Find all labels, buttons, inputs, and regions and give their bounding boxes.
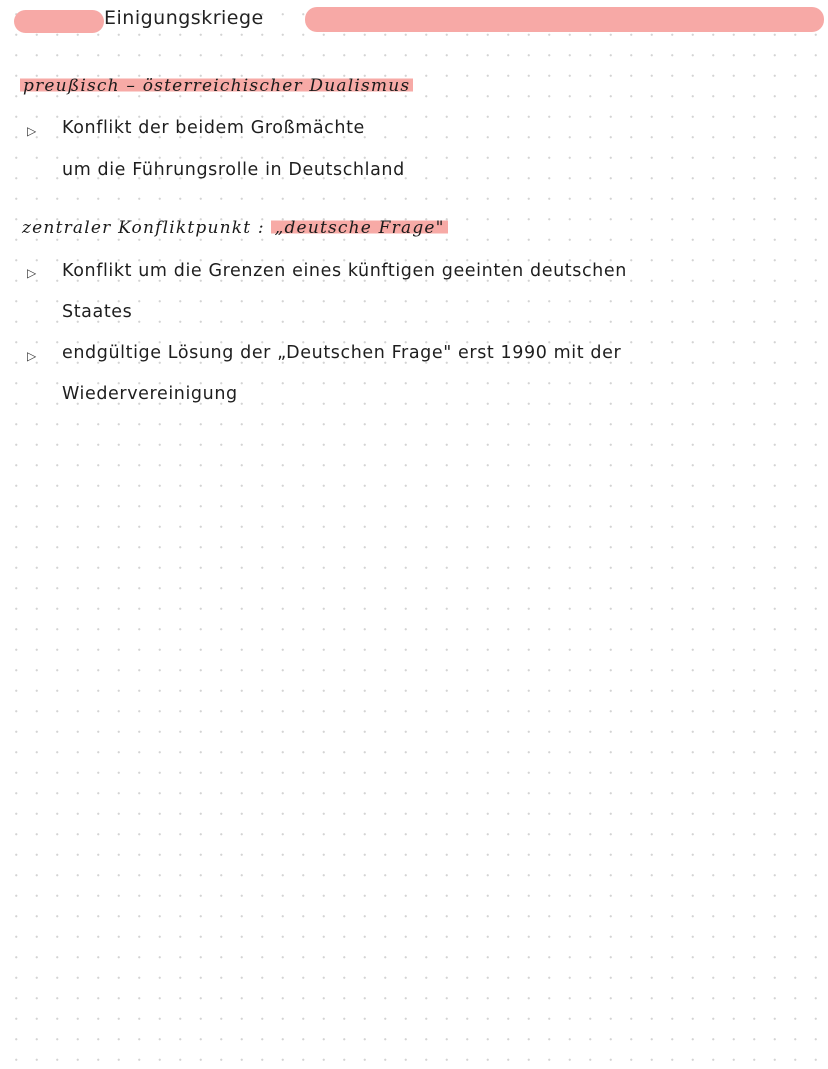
bullet-triangle-icon: ▷ [27,266,37,280]
bullet-triangle-icon: ▷ [27,124,37,138]
note-line: Wiedervereinigung [62,384,238,404]
section-heading-konfliktpunkt-highlight: „deutsche Frage" [271,218,447,238]
section-heading-konfliktpunkt-prefix: zentraler Konfliktpunkt : [22,218,265,238]
note-line: Staates [62,302,133,322]
title-highlight-right [305,7,824,32]
title-highlight-left [14,10,104,33]
note-line: Konflikt der beidem Großmächte [62,118,365,138]
note-line: Konflikt um die Grenzen eines künftigen geeinten deutschen [62,261,627,281]
section-heading-konfliktpunkt [22,218,448,238]
note-line: um die Führungsrolle in Deutschland [62,160,405,180]
note-line: endgültige Lösung der „Deutschen Frage" erst 1990 mit der [62,343,622,363]
section-heading-dualismus [20,76,413,96]
bullet-triangle-icon: ▷ [27,349,37,363]
page-title: Einigungskriege [104,7,264,29]
section-heading-dualismus-text: preußisch – österreichischer Dualismus [20,76,413,96]
